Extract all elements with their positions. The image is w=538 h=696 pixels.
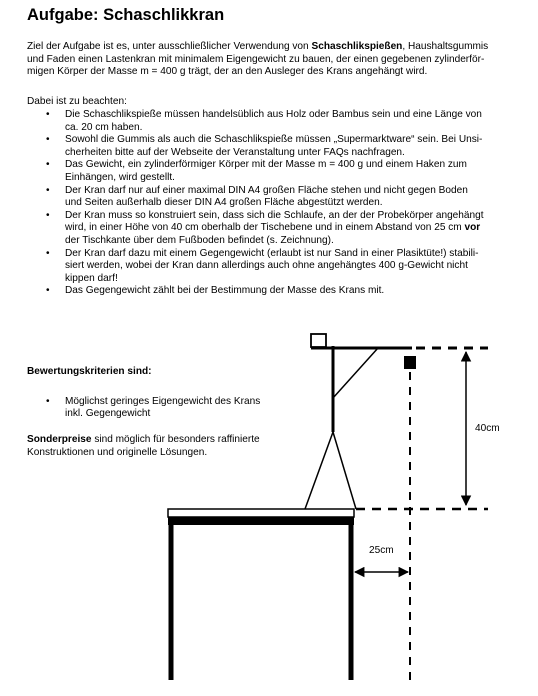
load-weight bbox=[404, 356, 416, 369]
table bbox=[168, 509, 354, 680]
special-prizes-bold: Sonderpreise bbox=[27, 434, 92, 445]
special-prizes-note bbox=[27, 434, 297, 459]
rule-text: kippen darf! bbox=[65, 272, 118, 284]
rule-text: Der Kran darf dazu mit einem Gegengewicht (erlaubt ist nur Sand in einer Plasiktüte!) stabili- bbox=[65, 247, 479, 259]
rule-item bbox=[27, 185, 519, 210]
reference-lines bbox=[356, 348, 488, 684]
rule-item bbox=[27, 248, 519, 286]
rule-item bbox=[27, 285, 519, 298]
rule-text: Der Kran muss so konstruiert sein, dass sich die Schlaufe, an der der Probekörper angehängt bbox=[65, 209, 484, 221]
crane-leg-right bbox=[333, 432, 356, 509]
rule-text: und Seiten außerhalb dieser DIN A4 großen Fläche abgestützt werden. bbox=[65, 197, 383, 209]
crane-brace bbox=[333, 348, 378, 398]
counterweight-box bbox=[311, 334, 326, 347]
rule-text: Das Gewicht, ein zylinderförmiger Körper mit der Masse m = 400 g und einem Haken zum bbox=[65, 159, 467, 171]
rule-text: wird, in einer Höhe von 40 cm oberhalb der Tischebene und in einem Abstand von 25 cm bbox=[65, 222, 465, 234]
criteria-text: inkl. Gegengewicht bbox=[65, 408, 151, 420]
intro-text: migen Körper der Masse m = 400 g trägt, der an den Ausleger des Krans angehängt wird. bbox=[27, 66, 428, 78]
rule-item bbox=[27, 159, 519, 184]
criteria-text: Möglichst geringes Eigengewicht des Krans bbox=[65, 396, 261, 407]
height-dimension-label: 40cm bbox=[475, 423, 500, 434]
crane bbox=[305, 334, 416, 509]
special-text: sind möglich für besonders raffinierte bbox=[91, 434, 260, 445]
criteria-item bbox=[27, 396, 287, 421]
intro-text: Ziel der Aufgabe ist es, unter ausschließlicher Verwendung von bbox=[27, 41, 312, 52]
intro-text: und Faden einen Lastenkran mit minimalem Eigengewicht zu bauen, der einen gegebenen zylinderför- bbox=[27, 53, 485, 65]
intro-bold-term: Schaschlikspießen bbox=[311, 41, 403, 52]
table-top bbox=[168, 509, 354, 517]
special-text: Konstruktionen und originelle Lösungen. bbox=[27, 446, 208, 458]
rule-text: der Tischkante über dem Fußboden befindet (s. Zeichnung). bbox=[65, 234, 334, 246]
rule-text: cherheiten bitte auf der Webseite der Veranstaltung unter FAQs nachfragen. bbox=[65, 146, 405, 158]
distance-dimension-label: 25cm bbox=[369, 545, 394, 556]
rule-item bbox=[27, 210, 519, 248]
rule-text: siert werden, wobei der Kran dann allerdings auch ohne angehängtes 400 g-Gewicht nicht bbox=[65, 260, 468, 272]
rules-heading: Dabei ist zu beachten: bbox=[27, 96, 127, 107]
page-title: Aufgabe: Schaschlikkran bbox=[27, 6, 225, 24]
rule-item bbox=[27, 109, 519, 134]
rules-list bbox=[27, 109, 519, 298]
rule-bold-word: vor bbox=[464, 222, 481, 234]
rule-text: ca. 20 cm haben. bbox=[65, 121, 143, 133]
rule-text: Das Gegengewicht zählt bei der Bestimmung der Masse des Krans mit. bbox=[65, 285, 385, 297]
criteria-list bbox=[27, 396, 287, 421]
intro-paragraph bbox=[27, 41, 519, 79]
rule-text: Sowohl die Gummis als auch die Schaschlikspieße müssen „Supermarktware“ sein. Bei Unsi- bbox=[65, 134, 483, 146]
rule-item bbox=[27, 134, 519, 159]
rule-text: Der Kran darf nur auf einer maximal DIN A4 großen Fläche stehen und nicht gegen Boden bbox=[65, 184, 468, 196]
intro-text: , Haushaltsgummis bbox=[402, 41, 489, 52]
crane-leg-left bbox=[305, 432, 333, 509]
table-edge bbox=[168, 517, 354, 525]
rule-text: Die Schaschlikspieße müssen handelsüblich aus Holz oder Bambus sein und eine Länge von bbox=[65, 109, 482, 120]
criteria-heading: Bewertungskriterien sind: bbox=[27, 366, 152, 377]
rule-text: Einhängen, wird gestellt. bbox=[65, 171, 175, 183]
